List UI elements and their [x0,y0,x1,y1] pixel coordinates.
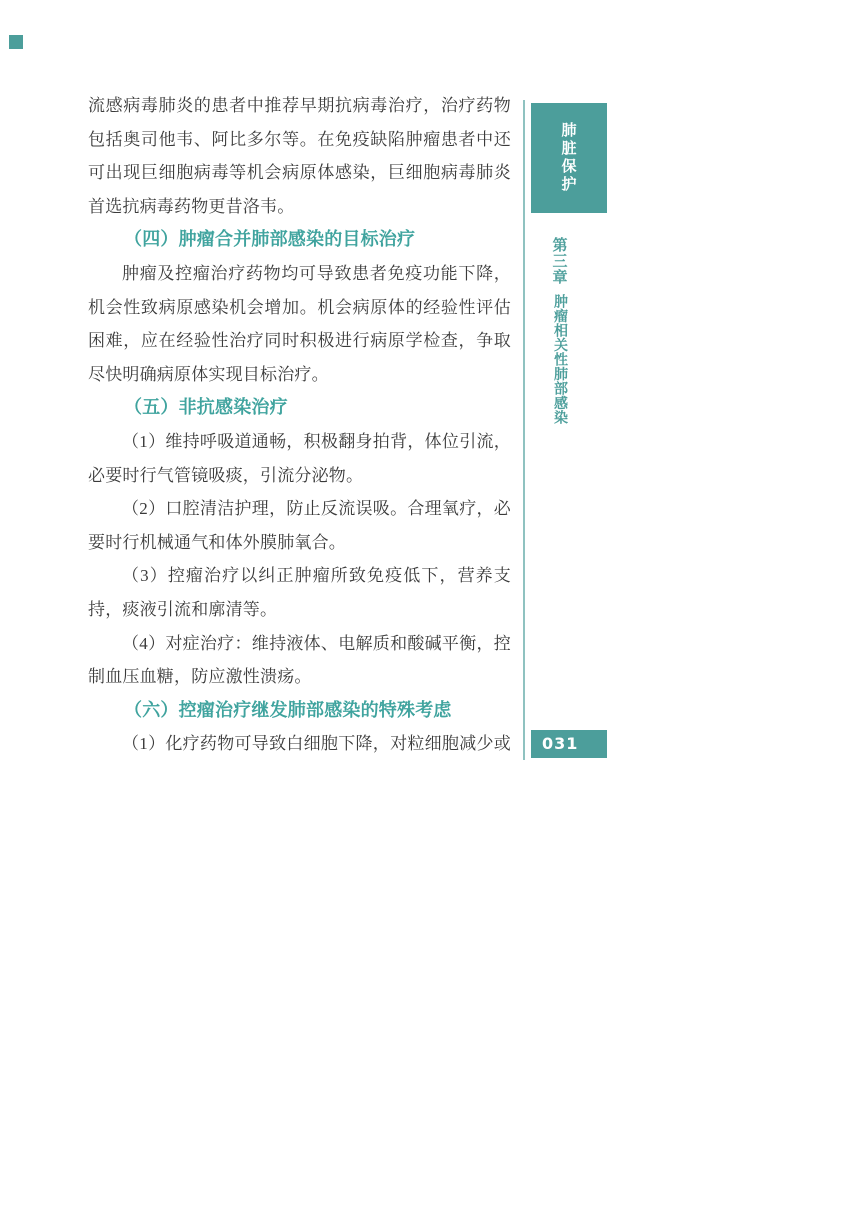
main-text-column [88,89,511,761]
body-line: 必要时行气管镜吸痰，引流分泌物。 [88,465,364,485]
body-line: 可出现巨细胞病毒等机会病原体感染，巨细胞病毒肺炎 [88,163,511,183]
body-line: （2）口腔清洁护理，防止反流误吸。合理氧疗，必 [122,499,511,519]
body-line: 肿瘤及控瘤治疗药物均可导致患者免疫功能下降， [122,263,511,283]
corner-accent-square [9,35,23,49]
body-line: 制血压血糖，防应激性溃疡。 [88,667,312,687]
chapter-title: 肿瘤相关性肺部感染 [552,294,568,425]
body-line: （1）维持呼吸道通畅，积极翻身拍背，体位引流， [122,431,511,451]
body-line: （4）对症治疗：维持液体、电解质和酸碱平衡，控 [122,633,511,653]
body-line: 流感病毒肺炎的患者中推荐早期抗病毒治疗，治疗药物 [88,96,511,115]
body-line: 要时行机械通气和体外膜肺氧合。 [88,532,346,552]
body-line: 困难，应在经验性治疗同时积极进行病原学检查，争取 [88,331,511,351]
body-line: 机会性致病原感染机会增加。机会病原体的经验性评估 [88,297,511,317]
chapter-heading-vertical [544,237,576,425]
section-tab-label: 肺脏保护 [559,122,578,194]
body-line: （3）控瘤治疗以纠正肿瘤所致免疫低下，营养支 [122,566,511,586]
page-number-box [531,730,607,758]
body-line: 尽快明确病原体实现目标治疗。 [88,364,329,384]
section-tab [531,103,607,213]
body-line: 持，痰液引流和廓清等。 [88,599,278,619]
page-number: 031 [542,734,579,753]
section-heading: （五）非抗感染治疗 [124,397,288,419]
body-line: 首选抗病毒药物更昔洛韦。 [88,196,295,216]
section-heading: （四）肿瘤合并肺部感染的目标治疗 [124,229,416,251]
sidebar-vertical-rule [523,100,525,760]
body-line: 包括奥司他韦、阿比多尔等。在免疫缺陷肿瘤患者中还 [88,129,511,149]
body-line: （1）化疗药物可导致白细胞下降，对粒细胞减少或 [122,734,511,754]
section-heading: （六）控瘤治疗继发肺部感染的特殊考虑 [124,699,452,721]
chapter-number: 第三章 [550,237,569,285]
